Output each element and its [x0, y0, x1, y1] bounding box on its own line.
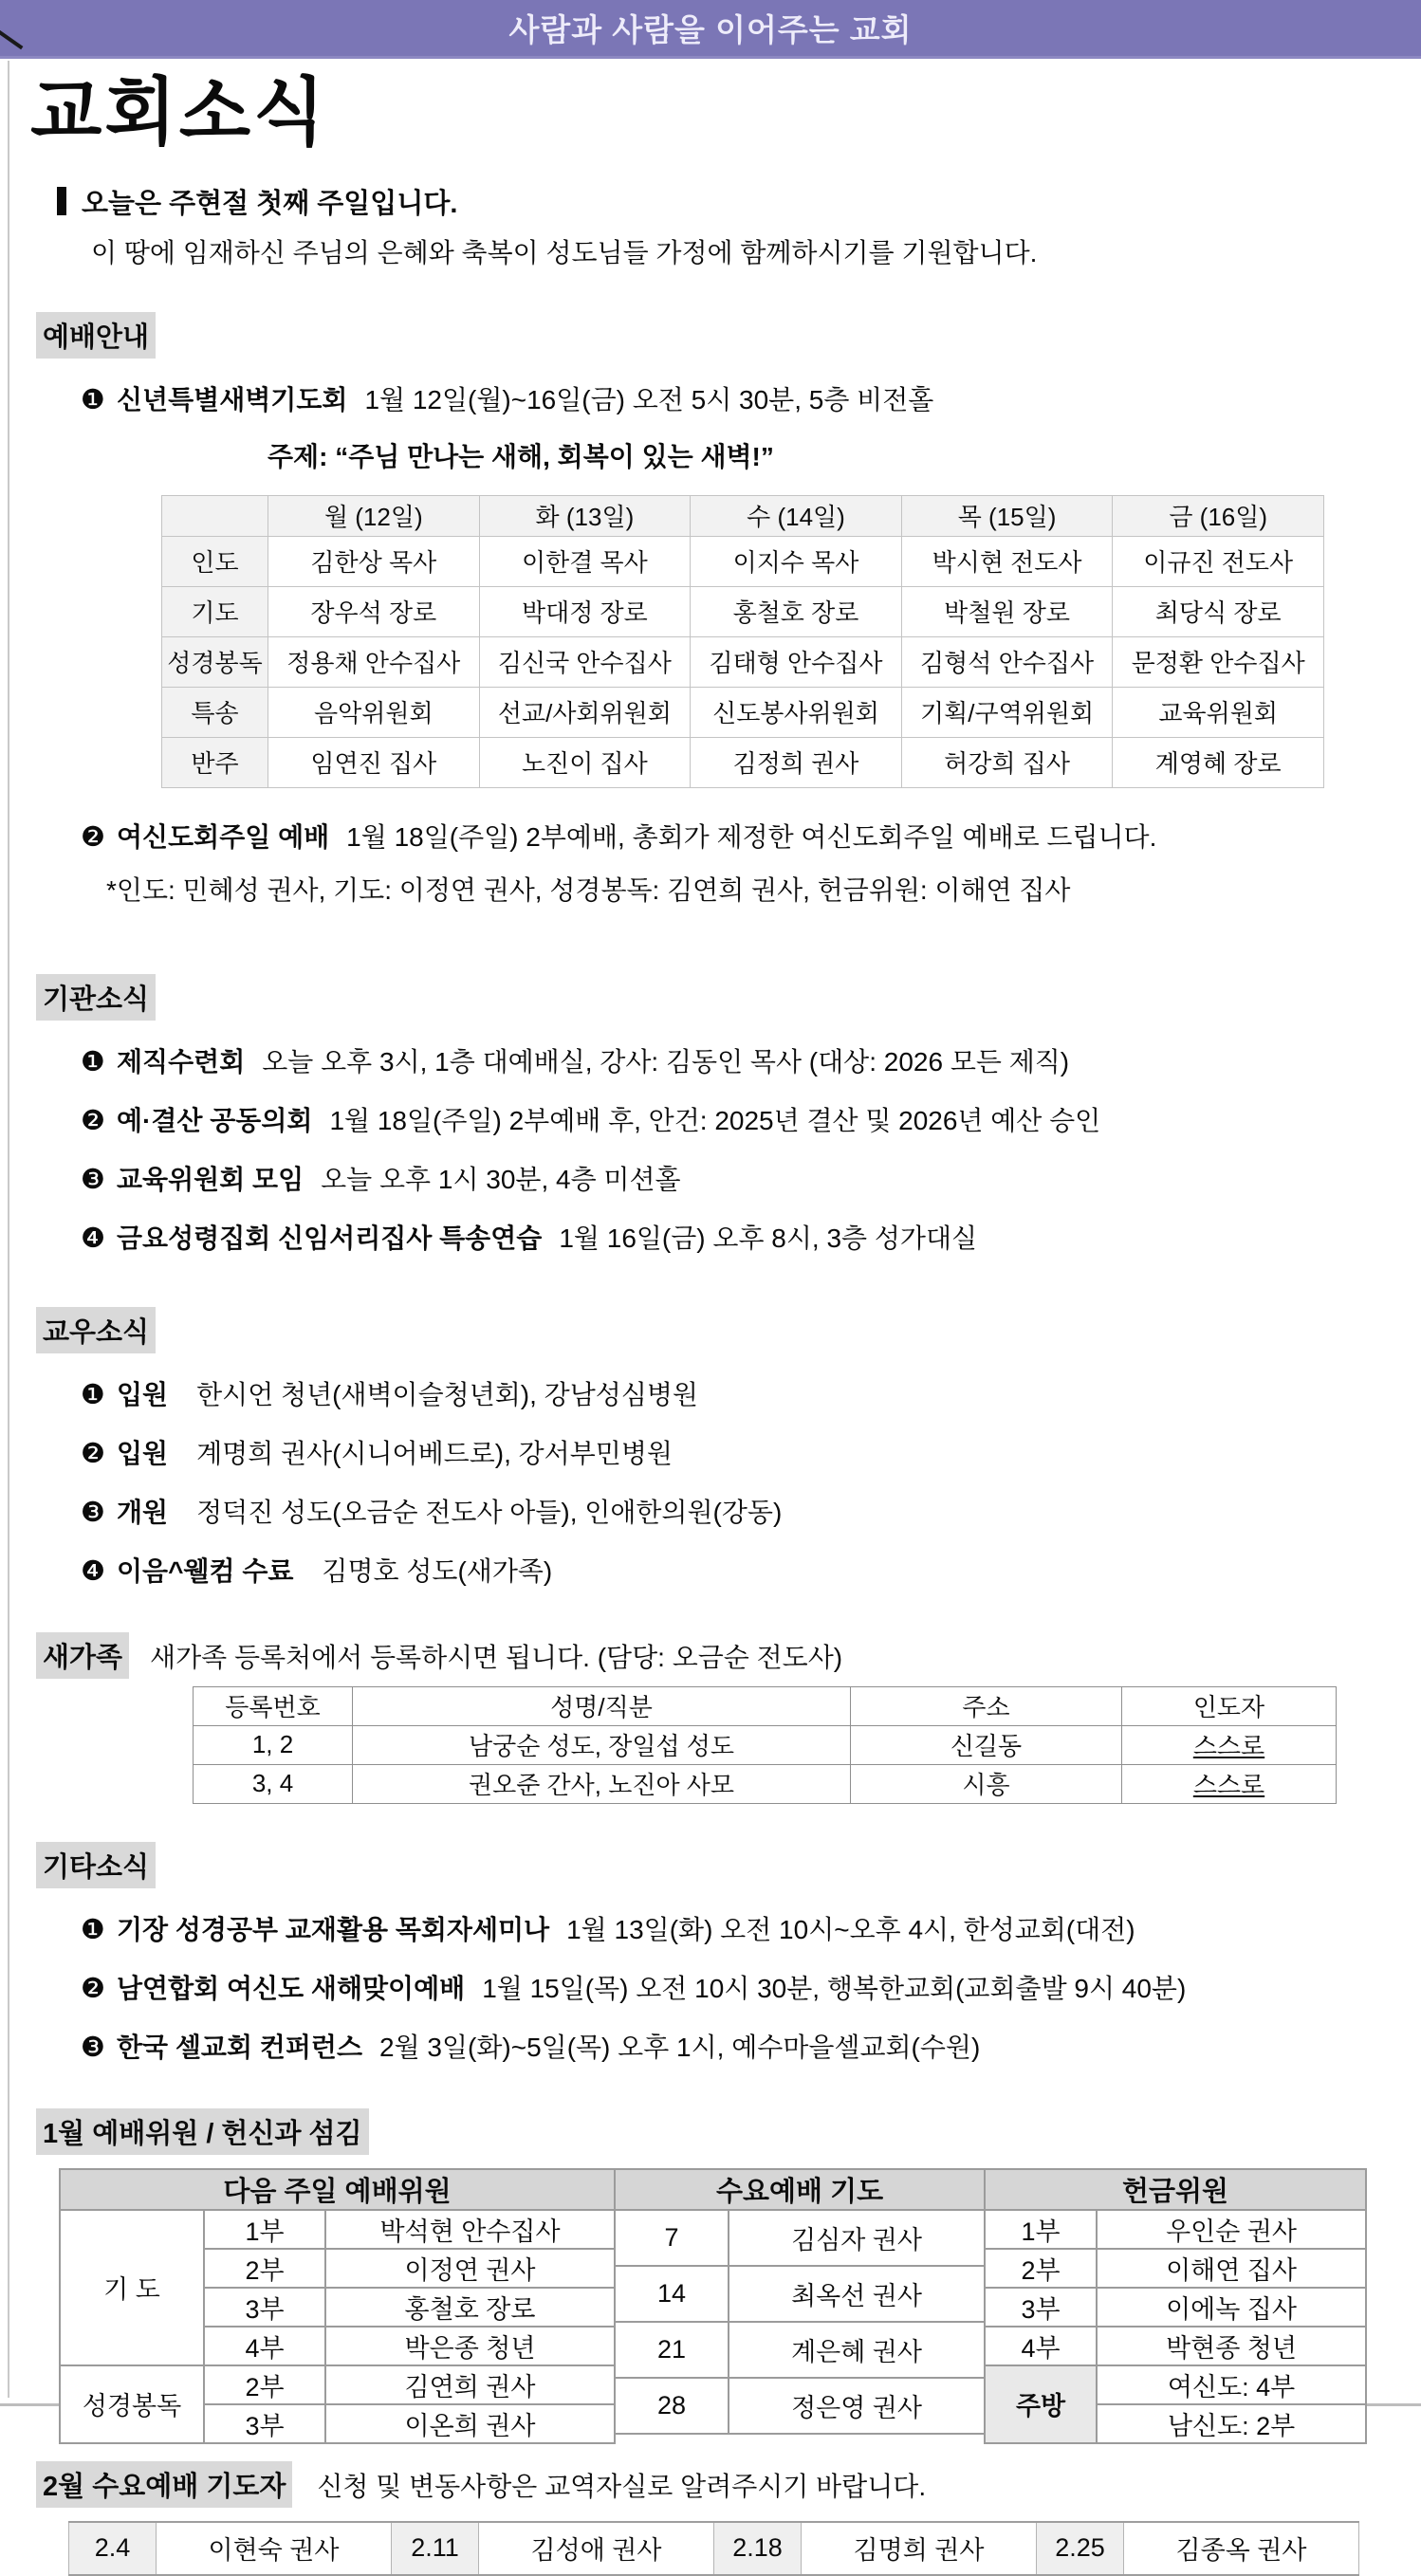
col-thursday: 목 (15일) — [901, 495, 1113, 536]
item-title: 남연합회 여신도 새해맞이예배 — [117, 1973, 466, 2003]
table-row — [985, 2327, 1366, 2365]
cell: 이한결 목사 — [479, 536, 691, 586]
cell: 이정연 권사 — [325, 2249, 615, 2288]
member-news-item — [81, 1374, 1421, 1412]
item-detail: 2월 3일(화)~5일(목) 오후 1시, 예수마을셀교회(수원) — [379, 2032, 981, 2062]
intro-bar-marker — [57, 187, 66, 215]
table-row — [615, 2378, 985, 2434]
table-header-row — [60, 2169, 615, 2210]
other-news-item — [81, 2027, 1421, 2065]
cell: 1부 — [985, 2210, 1097, 2249]
cell: 정용채 안수집사 — [268, 636, 480, 687]
other-news-item — [81, 1909, 1421, 1947]
item-title: 입원 — [117, 1438, 169, 1468]
item-detail: 한시언 청년(새벽이슬청년회), 강남성심병원 — [196, 1379, 698, 1409]
cell: 장우석 장로 — [268, 586, 480, 636]
cell: 7 — [615, 2210, 729, 2266]
cell: 김한상 목사 — [268, 536, 480, 586]
bullet-1-icon: ❶ — [81, 384, 105, 415]
cell: 3부 — [985, 2288, 1097, 2327]
cell: 임연진 집사 — [268, 737, 480, 787]
cell: 이지수 목사 — [691, 536, 902, 586]
row-label: 특송 — [162, 687, 268, 737]
table-row — [615, 2322, 985, 2378]
cell: 이온희 권사 — [325, 2404, 615, 2443]
table-row — [162, 687, 1324, 737]
name-cell: 김종옥 권사 — [1124, 2522, 1359, 2575]
table-header-row — [615, 2169, 985, 2210]
bulletin-page — [0, 70, 1421, 2566]
cell: 우인순 권사 — [1097, 2210, 1366, 2249]
cell: 기획/구역위원회 — [901, 687, 1113, 737]
new-family-table — [193, 1686, 1337, 1804]
table-row — [162, 636, 1324, 687]
committee-tables — [59, 2168, 1421, 2444]
next-week-committee-table — [59, 2168, 616, 2444]
intro-subtext: 이 땅에 임재하신 주님의 은혜와 축복이 성도님들 가정에 함께하시기를 기원합니다. — [91, 237, 1038, 267]
cell: 1, 2 — [194, 1725, 353, 1764]
wednesday-prayer-table — [614, 2168, 986, 2435]
cell: 1부 — [204, 2210, 325, 2249]
table-row — [162, 586, 1324, 636]
table-row — [985, 2249, 1366, 2288]
row-label: 성경봉독 — [162, 636, 268, 687]
bullet-3-icon: ❸ — [81, 2032, 105, 2063]
cell: 3, 4 — [194, 1764, 353, 1803]
bullet-2-icon: ❷ — [81, 1438, 105, 1469]
cell: 박철원 장로 — [901, 586, 1113, 636]
cell: 김심자 권사 — [729, 2210, 985, 2266]
cell: 이규진 전도사 — [1113, 536, 1324, 586]
cell: 계은혜 권사 — [729, 2322, 985, 2378]
cell: 정은영 권사 — [729, 2378, 985, 2434]
cell: 여신도: 4부 — [1097, 2365, 1366, 2404]
cell: 최옥선 권사 — [729, 2266, 985, 2322]
cell: 교육위원회 — [1113, 687, 1324, 737]
cell: 김태형 안수집사 — [691, 636, 902, 687]
date-cell: 2.11 — [392, 2522, 479, 2575]
cell: 김형석 안수집사 — [901, 636, 1113, 687]
member-news-item — [81, 1551, 1421, 1589]
intro-headline-text: 오늘은 주현절 첫째 주일입니다. — [82, 188, 458, 219]
col-wednesday: 수 (14일) — [691, 495, 902, 536]
bullet-1-icon: ❶ — [81, 1914, 105, 1945]
worship-item-2-title: 여신도회주일 예배 — [117, 821, 330, 852]
worship-item-2-detail: 1월 18일(주일) 2부예배, 총회가 제정한 여신도회주일 예배로 드립니다. — [346, 821, 1157, 852]
row-label: 반주 — [162, 737, 268, 787]
cell: 스스로 — [1122, 1764, 1337, 1803]
cell: 박시현 전도사 — [901, 536, 1113, 586]
table-row — [985, 2288, 1366, 2327]
item-title: 금요성령집회 신임서리집사 특송연습 — [117, 1223, 543, 1253]
table-row — [162, 536, 1324, 586]
section-heading-worship: 예배안내 — [36, 312, 156, 359]
col-friday: 금 (16일) — [1113, 495, 1324, 536]
cell: 이해연 집사 — [1097, 2249, 1366, 2288]
cell: 계영혜 장로 — [1113, 737, 1324, 787]
intro-headline — [57, 182, 1421, 221]
name-cell: 이현숙 권사 — [157, 2522, 392, 2575]
table-header-row — [194, 1686, 1337, 1725]
worship-theme: 주제: “주님 만나는 새해, 회복이 있는 새벽!” — [268, 441, 774, 471]
bullet-2-icon: ❷ — [81, 1973, 105, 2004]
cell: 권오준 간사, 노진아 사모 — [353, 1764, 851, 1803]
section-heading-other-news: 기타소식 — [36, 1842, 156, 1888]
table-header-row — [162, 495, 1324, 536]
cell: 스스로 — [1122, 1725, 1337, 1764]
item-detail: 1월 16일(금) 오후 8시, 3층 성가대실 — [559, 1223, 978, 1253]
bullet-1-icon: ❶ — [81, 1046, 105, 1077]
name-cell: 김명희 권사 — [802, 2522, 1037, 2575]
cell: 박대정 장로 — [479, 586, 691, 636]
page-title: 교회소식 — [30, 71, 328, 154]
bullet-3-icon: ❸ — [81, 1164, 105, 1195]
item-title: 한국 셀교회 컨퍼런스 — [117, 2032, 362, 2062]
offering-committee-table — [984, 2168, 1367, 2444]
cell: 2부 — [985, 2249, 1097, 2288]
item-detail: 1월 13일(화) 오전 10시~오후 4시, 한성교회(대전) — [566, 1914, 1135, 1944]
cell: 최당식 장로 — [1113, 586, 1324, 636]
item-title: 제직수련회 — [117, 1046, 246, 1076]
cell: 김정희 권사 — [691, 737, 902, 787]
row-label: 기도 — [162, 586, 268, 636]
table-header-row — [985, 2169, 1366, 2210]
group-label-prayer: 기 도 — [60, 2210, 204, 2365]
cell: 박현종 청년 — [1097, 2327, 1366, 2365]
item-detail: 오늘 오후 3시, 1층 대예배실, 강사: 김동인 목사 (대상: 2026 모든 제직) — [262, 1046, 1070, 1076]
item-title: 예·결산 공동의회 — [117, 1105, 313, 1135]
bullet-1-icon: ❶ — [81, 1379, 105, 1410]
worship-item-1-title: 신년특별새벽기도회 — [117, 384, 348, 414]
cell: 선교/사회위원회 — [479, 687, 691, 737]
cell: 21 — [615, 2322, 729, 2378]
table-row — [69, 2522, 1359, 2575]
page-left-edge-line — [8, 61, 9, 2398]
cell: 김신국 안수집사 — [479, 636, 691, 687]
item-detail: 1월 15일(목) 오전 10시 30분, 행복한교회(교회출발 9시 40분) — [482, 1973, 1187, 2003]
col-monday: 월 (12일) — [268, 495, 480, 536]
cell: 시흥 — [851, 1764, 1122, 1803]
table-row — [194, 1725, 1337, 1764]
org-news-item — [81, 1041, 1421, 1079]
table-row — [60, 2210, 615, 2249]
cell: 문정환 안수집사 — [1113, 636, 1324, 687]
table-row — [985, 2210, 1366, 2249]
section-heading-member-news: 교우소식 — [36, 1307, 156, 1353]
table-row — [194, 1764, 1337, 1803]
table-row — [985, 2365, 1366, 2404]
feb-prayer-line — [0, 2461, 1421, 2508]
col-leader: 인도자 — [1122, 1686, 1337, 1725]
member-news-item — [81, 1433, 1421, 1471]
date-cell: 2.18 — [714, 2522, 802, 2575]
cell: 음악위원회 — [268, 687, 480, 737]
bullet-4-icon: ❹ — [81, 1555, 105, 1587]
section-heading-new-family: 새가족 — [36, 1632, 129, 1679]
cell: 박석현 안수집사 — [325, 2210, 615, 2249]
worship-item-1 — [81, 379, 1421, 417]
cell: 홍철호 장로 — [691, 586, 902, 636]
next-week-header: 다음 주일 예배위원 — [60, 2169, 615, 2210]
table-row — [162, 737, 1324, 787]
item-title: 입원 — [117, 1379, 169, 1409]
feb-prayer-table — [68, 2521, 1359, 2576]
cell: 노진이 집사 — [479, 737, 691, 787]
item-detail: 계명희 권사(시니어베드로), 강서부민병원 — [196, 1438, 673, 1468]
other-news-item — [81, 1968, 1421, 2006]
col-name-title: 성명/직분 — [353, 1686, 851, 1725]
item-title: 개원 — [117, 1497, 169, 1527]
corner-cell — [162, 495, 268, 536]
section-heading-org-news: 기관소식 — [36, 974, 156, 1021]
wednesday-header: 수요예배 기도 — [615, 2169, 985, 2210]
member-news-item — [81, 1492, 1421, 1530]
org-news-item — [81, 1159, 1421, 1197]
cell: 4부 — [204, 2327, 325, 2365]
org-news-item — [81, 1100, 1421, 1138]
feb-prayer-note: 신청 및 변동사항은 교역자실로 알려주시기 바랍니다. — [317, 2471, 927, 2501]
new-family-description: 새가족 등록처에서 등록하시면 됩니다. (담당: 오금순 전도사) — [150, 1642, 843, 1672]
banner-slogan: 사람과 사람을 이어주는 교회 — [508, 12, 913, 47]
name-cell: 김성애 권사 — [479, 2522, 714, 2575]
cell: 신길동 — [851, 1725, 1122, 1764]
row-label: 인도 — [162, 536, 268, 586]
group-label-scripture: 성경봉독 — [60, 2365, 204, 2443]
table-row — [60, 2365, 615, 2404]
bullet-2-icon: ❷ — [81, 1105, 105, 1136]
item-detail: 오늘 오후 1시 30분, 4층 미션홀 — [321, 1164, 681, 1194]
cell: 남신도: 2부 — [1097, 2404, 1366, 2443]
dawn-prayer-schedule-table — [161, 495, 1324, 788]
item-detail: 1월 18일(주일) 2부예배 후, 안건: 2025년 결산 및 2026년 예산 승인 — [329, 1105, 1101, 1135]
col-reg-number: 등록번호 — [194, 1686, 353, 1725]
date-cell: 2.25 — [1037, 2522, 1124, 2575]
item-title: 교육위원회 모임 — [117, 1164, 304, 1194]
table-row — [615, 2266, 985, 2322]
cell: 14 — [615, 2266, 729, 2322]
cell: 홍철호 장로 — [325, 2288, 615, 2327]
worship-item-1-detail: 1월 12일(월)~16일(금) 오전 5시 30분, 5층 비전홀 — [364, 384, 934, 414]
table-row — [615, 2210, 985, 2266]
kitchen-label: 주방 — [985, 2365, 1097, 2443]
cell: 박은종 청년 — [325, 2327, 615, 2365]
cell: 28 — [615, 2378, 729, 2434]
cell: 이에녹 집사 — [1097, 2288, 1366, 2327]
cell: 허강희 집사 — [901, 737, 1113, 787]
item-title: 이음^웰컴 수료 — [117, 1555, 294, 1586]
section-heading-feb-prayer: 2월 수요예배 기도자 — [36, 2461, 292, 2508]
cell: 2부 — [204, 2249, 325, 2288]
col-tuesday: 화 (13일) — [479, 495, 691, 536]
item-detail: 김명호 성도(새가족) — [322, 1555, 553, 1586]
item-title: 기장 성경공부 교재활용 목회자세미나 — [117, 1914, 550, 1944]
cell: 4부 — [985, 2327, 1097, 2365]
cell: 김연희 권사 — [325, 2365, 615, 2404]
bullet-4-icon: ❹ — [81, 1223, 105, 1254]
date-cell: 2.4 — [69, 2522, 157, 2575]
cell: 2부 — [204, 2365, 325, 2404]
item-detail: 정덕진 성도(오금순 전도사 아들), 인애한의원(강동) — [196, 1497, 783, 1527]
bullet-2-icon: ❷ — [81, 821, 105, 853]
org-news-item — [81, 1218, 1421, 1256]
cell: 3부 — [204, 2404, 325, 2443]
col-address: 주소 — [851, 1686, 1122, 1725]
offering-header: 헌금위원 — [985, 2169, 1366, 2210]
cell: 남궁순 성도, 장일섭 성도 — [353, 1725, 851, 1764]
top-banner — [0, 0, 1421, 59]
section-heading-january-committee: 1월 예배위원 / 헌신과 섬김 — [36, 2108, 369, 2155]
worship-item-2-note: *인도: 민혜성 권사, 기도: 이정연 권사, 성경봉독: 김연희 권사, 헌금위원: 이해연 집사 — [106, 874, 1071, 905]
worship-item-2 — [81, 817, 1421, 855]
cell: 3부 — [204, 2288, 325, 2327]
new-family-line — [0, 1632, 1421, 1679]
bullet-3-icon: ❸ — [81, 1497, 105, 1528]
cell: 신도봉사위원회 — [691, 687, 902, 737]
